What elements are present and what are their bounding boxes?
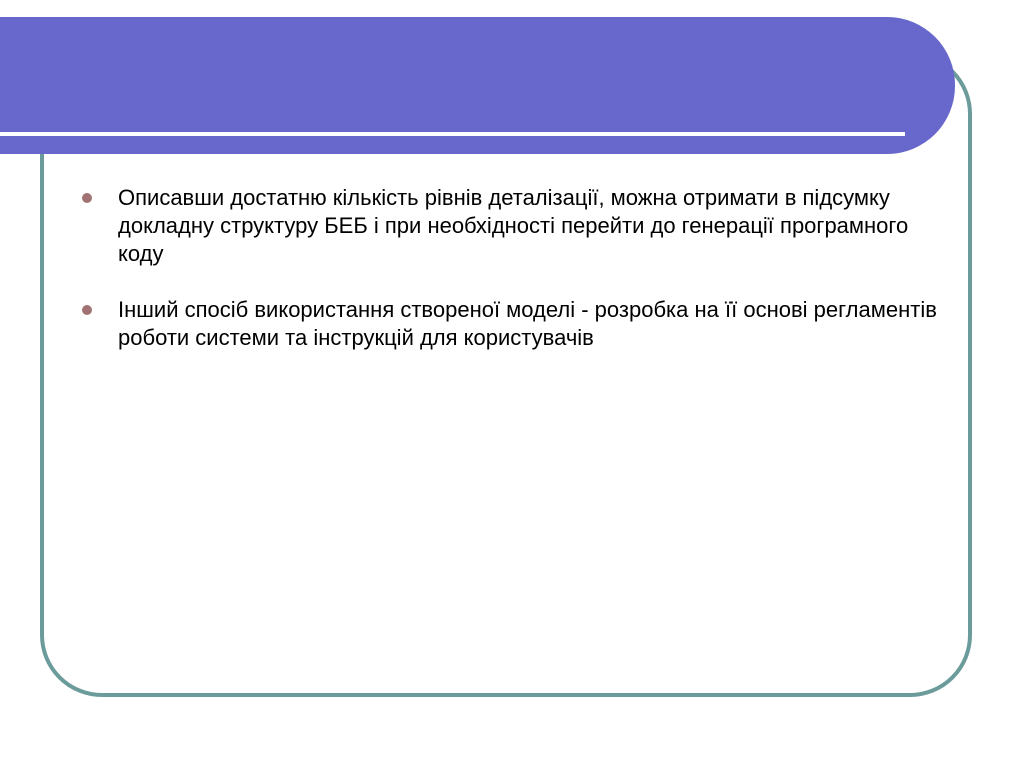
bullet-text: Інший спосіб використання створеної моделі - розробка на її основі регламентів роботи системи та інструкцій для користувачів xyxy=(118,297,937,350)
bullet-dot-icon xyxy=(82,193,92,203)
bullet-text: Описавши достатню кількість рівнів деталізації, можна отримати в підсумку докладну структуру БЕБ і при необхідності перейти до генерації програмного коду xyxy=(118,185,909,266)
bullet-dot-icon xyxy=(82,305,92,315)
title-divider xyxy=(0,132,905,136)
bullet-item xyxy=(80,184,940,268)
bullet-item xyxy=(80,296,940,352)
bullet-list xyxy=(80,184,940,380)
